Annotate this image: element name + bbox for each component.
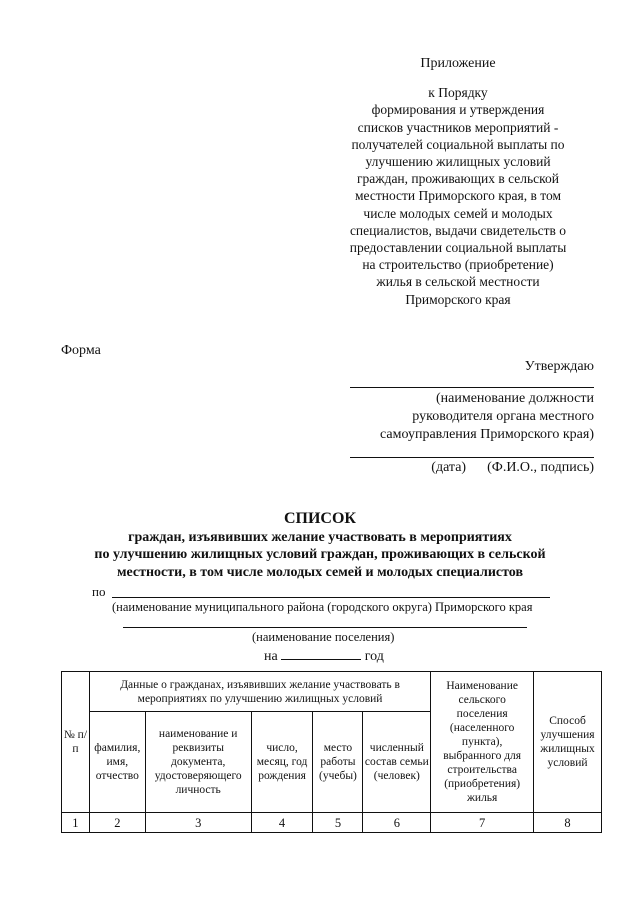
na-label: на	[264, 649, 278, 664]
settlement-line[interactable]	[123, 627, 527, 628]
list-heading	[70, 510, 570, 581]
position-caption-line: (наименование должности	[435, 391, 594, 406]
appendix-line: местности Приморского края, в том	[354, 188, 562, 204]
approve-word: Утверждаю	[524, 359, 594, 374]
year-field	[264, 646, 384, 665]
heading-line: граждан, изъявивших желание участвовать в мероприятиях	[128, 529, 512, 545]
appendix-line: Приморского края	[405, 291, 511, 307]
position-line	[350, 387, 594, 388]
appendix-line: к Порядку	[428, 85, 488, 101]
appendix-line: специалистов, выдачи свидетельств о	[349, 222, 567, 238]
district-caption: (наименование муниципального района (городского округа) Приморского края	[112, 600, 533, 614]
po-label: по	[92, 584, 106, 599]
col-name-header: фамилия, имя, отчество	[89, 712, 145, 813]
column-number: 7	[431, 813, 534, 833]
appendix-line: числе молодых семей и молодых	[363, 205, 553, 221]
appendix-line: формирования и утверждения	[371, 102, 545, 118]
date-fio-caption	[350, 460, 594, 476]
column-number: 5	[313, 813, 363, 833]
appendix-line: улучшению жилищных условий	[365, 154, 551, 170]
col-settlement-header: Наименование сельского поселения (населенного пункта), выбранного для строительства (приобретения) жилья	[431, 672, 534, 813]
column-number: 6	[363, 813, 431, 833]
column-number: 3	[145, 813, 251, 833]
position-caption-line: самоуправления Приморского края)	[380, 427, 594, 442]
settlement-caption: (наименование поселения)	[252, 630, 395, 644]
heading-line: по улучшению жилищных условий граждан, проживающих в сельской	[94, 547, 546, 562]
appendix-line: жилья в сельской местности	[376, 274, 540, 290]
appendix-line: получателей социальной выплаты по	[351, 136, 565, 152]
position-caption	[350, 390, 594, 444]
district-field	[92, 584, 105, 600]
col-num-header: № п/п	[62, 672, 90, 813]
column-number: 8	[534, 813, 602, 833]
col-work-header: место работы (учебы)	[313, 712, 363, 813]
form-label: Форма	[61, 343, 101, 358]
column-number: 1	[62, 813, 90, 833]
year-blank[interactable]	[281, 646, 361, 660]
appendix-block	[330, 55, 586, 308]
signature-line	[350, 457, 594, 458]
citizens-table	[61, 671, 602, 833]
column-number-row	[62, 813, 602, 833]
column-number: 4	[251, 813, 313, 833]
appendix-line: на строительство (приобретение)	[362, 257, 554, 273]
col-doc-header: наименование и реквизиты документа, удостоверяющего личность	[145, 712, 251, 813]
date-label: (дата)	[431, 460, 467, 475]
column-number: 2	[89, 813, 145, 833]
appendix-title: Приложение	[420, 56, 496, 71]
position-caption-line: руководителя органа местного	[412, 409, 594, 424]
appendix-line: списков участников мероприятий -	[357, 119, 559, 135]
heading-line: местности, в том числе молодых семей и молодых специалистов	[116, 564, 524, 580]
year-label: год	[364, 649, 384, 664]
col-birth-header: число, месяц, год рождения	[251, 712, 313, 813]
fio-label: (Ф.И.О., подпись)	[487, 460, 594, 475]
district-line[interactable]	[112, 597, 550, 598]
col-method-header: Способ улучшения жилищных условий	[534, 672, 602, 813]
approval-block	[350, 359, 594, 476]
list-title: СПИСОК	[283, 510, 357, 527]
group-header: Данные о гражданах, изъявивших желание участвовать в мероприятиях по улучшению жилищных условий	[89, 672, 430, 712]
appendix-line: предоставлении социальной выплаты	[349, 240, 567, 256]
col-family-header: численный состав семьи (человек)	[363, 712, 431, 813]
appendix-line: граждан, проживающих в сельской	[356, 171, 560, 187]
